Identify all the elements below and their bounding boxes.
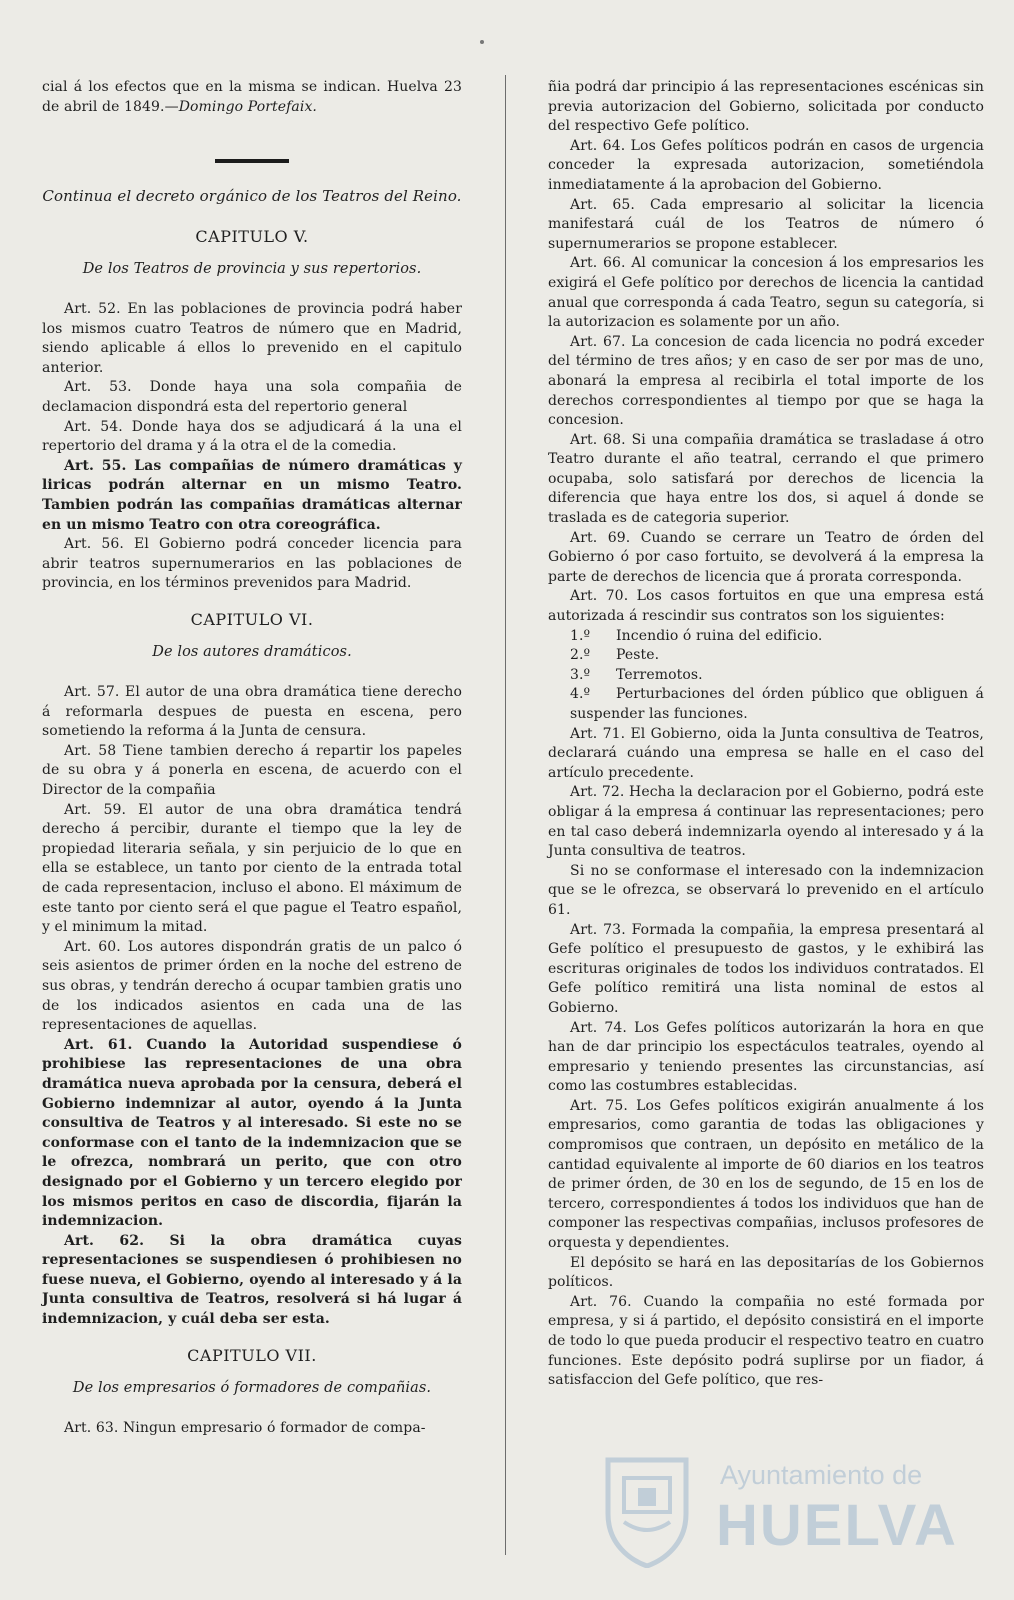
archive-watermark: [602, 1452, 962, 1572]
article-67: Art. 67. La concesion de cada licencia no podrá exceder del término de tres años; y en caso de ser por mas de uno, abonará la empresa al recibirla el total importe de los derechos correspondientes al tiempo por que se haga la concesion.: [548, 333, 984, 429]
intro-signature: Domingo Portefaix.: [178, 98, 317, 115]
article-60: Art. 60. Los autores dispondrán gratis de un palco ó seis asientos de primer órden en la noche del estreno de sus obras, y tendrán derecho á ocupar tambien gratis uno de los indicados asientos en cada una de las representaciones de aquellas.: [42, 938, 462, 1034]
article-64: Art. 64. Los Gefes políticos podrán en casos de urgencia conceder la expresada autorizacion, sometiéndola inmediatamente á la aprobacion del Gobierno.: [548, 137, 984, 193]
chapter-7-title: CAPITULO VII.: [187, 1345, 317, 1365]
chapter-5-subtitle: De los Teatros de provincia y sus repertorios.: [82, 261, 422, 278]
article-68: Art. 68. Si una compañia dramática se trasladase á otro Teatro durante el año teatral, cerrando el que primero ocupaba, solo satisfará por derechos de licencia la diferencia que haya entre los dos, si aquel á donde se traslada es de categoria superior.: [548, 431, 984, 527]
article-58: Art. 58 Tiene tambien derecho á repartir los papeles de su obra y á ponerla en escena, de acuerdo con el Director de la compañia: [42, 742, 462, 799]
article-72-continued: Si no se conformase el interesado con la indemnizacion que se le ofrezca, se observará lo prevenido en el artículo 61.: [548, 862, 984, 918]
article-75: Art. 75. Los Gefes políticos exigirán anualmente á los empresarios, como garantia de todas las obligaciones y compromisos que contraen, un depósito en metálico de la cantidad equivalente al importe de 60 diarios en los teatros de primer órden, de 30 en los de segundo, de 15 en los de tercero, correspondientes á todos los individuos que han de componer las respectivas compañias, inclusos profesores de orquesta y dependientes.: [548, 1097, 984, 1252]
list-item-number: 1.º: [570, 627, 591, 644]
list-item: [548, 685, 984, 724]
chapter-6-title: CAPITULO VI.: [190, 609, 314, 629]
article-72: Art. 72. Hecha la declaracion por el Gobierno, podrá este obligar á la empresa á continuar las representaciones; pero en tal caso deberá indemnizarla oyendo al interesado y á la Junta consultiva de teatros.: [548, 784, 984, 860]
article-71: Art. 71. El Gobierno, oida la Junta consultiva de Teatros, declarará cuándo una empresa se halle en el caso del artículo precedente.: [548, 725, 984, 781]
intro-paragraph: [42, 78, 462, 117]
list-item-text: Incendio ó ruina del edificio.: [616, 627, 823, 644]
continua-heading: Continua el decreto orgánico de los Teatros del Reino.: [42, 187, 462, 206]
article-66: Art. 66. Al comunicar la concesion á los empresarios les exigirá el Gefe político por derechos de licencia la cantidad anual que corresponda á cada Teatro, segun su categoría, si la autorizacion es solamente por un año.: [548, 255, 984, 331]
article-74: Art. 74. Los Gefes políticos autorizarán la hora en que han de dar principio los espectáculos teatrales, oyendo al empresario y teniendo presentes las circunstancias, así como las costumbres establecidas.: [548, 1019, 984, 1095]
article-75-continued: El depósito se hará en las depositarías de los Gobiernos políticos.: [548, 1254, 984, 1291]
watermark-line-2: HUELVA: [716, 1493, 958, 1558]
list-item: [548, 646, 984, 666]
list-item-number: 2.º: [570, 647, 591, 664]
list-item: [548, 627, 984, 647]
list-item-text: Peste.: [616, 647, 660, 664]
article-69: Art. 69. Cuando se cerrare un Teatro de órden del Gobierno ó por caso fortuito, se devolverá á la empresa la parte de derechos de licencia que á prorata corresponda.: [548, 529, 984, 585]
watermark-line-1: Ayuntamiento de: [720, 1460, 923, 1490]
chapter-6-subtitle: De los autores dramáticos.: [152, 644, 352, 661]
chapter-7-subtitle: De los empresarios ó formadores de compañias.: [72, 1380, 432, 1397]
intro-text: cial á los efectos que en la misma se indican. Huelva 23 de abril de 1849.—: [42, 79, 462, 115]
list-item-text: Terremotos.: [616, 666, 703, 683]
city-shield-icon: [602, 1452, 692, 1568]
article-59: Art. 59. El autor de una obra dramática tendrá derecho á percibir, durante el tiempo que la ley de propiedad literaria señala, y sin perjuicio de lo que en ella se establece, un tanto por ciento de la entrada total de cada representacion, incluso el abono. El máximum de este tanto por ciento será el que pague el Teatro español, y el minimum la mitad.: [42, 801, 462, 936]
print-speck: [480, 40, 484, 44]
article-53: Art. 53. Donde haya una sola compañia de declamacion dispondrá esta del repertorio general: [42, 379, 462, 415]
article-62: Art. 62. Si la obra dramática cuyas representaciones se suspendiesen ó prohibiesen no fuese nueva, el Gobierno, oyendo al interesado y á la Junta consultiva de Teatros, resolverá si há lugar á indemnizacion, y cuál deba ser esta.: [42, 1232, 462, 1328]
article-73: Art. 73. Formada la compañia, la empresa presentará al Gefe político el presupuesto de gastos, y le exhibirá las escrituras originales de todos los individuos contratados. El Gefe político remitirá una lista nominal de estos al Gobierno.: [548, 921, 984, 1016]
chapter-5-title: CAPITULO V.: [195, 226, 309, 246]
article-63-end: ñia podrá dar principio á las representaciones escénicas sin previa autorizacion del Gobierno, solicitada por conducto del respectivo Gefe político.: [548, 79, 984, 135]
article-76: Art. 76. Cuando la compañia no esté formada por empresa, y si á partido, el depósito consistirá en el importe de todo lo que pueda producir el respectivo teatro en cuatro funciones. Este depósito podrá suplirse por un fiador, á satisfaccion del Gefe político, que res-: [548, 1293, 984, 1389]
article-65: Art. 65. Cada empresario al solicitar la licencia manifestará cuál de los Teatros de número ó supernumerarios se propone establecer.: [548, 196, 984, 252]
list-item-text: Perturbaciones del órden público que obliguen á suspender las funciones.: [570, 686, 984, 722]
section-rule: [215, 159, 289, 163]
article-61: Art. 61. Cuando la Autoridad suspendiese ó prohibiese las representaciones de una obra dramática nueva aprobada por la censura, deberá el Gobierno indemnizar al autor, oyendo á la Junta consultiva de Teatros y al interesado. Si este no se conformase con el tanto de la indemnizacion que se le ofrezca, nombrará un perito, que con otro designado por el Gobierno y un tercero elegido por los mismos peritos en caso de discordia, fijarán la indemnizacion.: [42, 1036, 462, 1230]
list-item: [548, 666, 984, 686]
article-63-start: Art. 63. Ningun empresario ó formador de compa-: [64, 1419, 426, 1436]
list-item-number: 3.º: [570, 666, 591, 683]
list-item-number: 4.º: [570, 686, 591, 703]
article-55: Art. 55. Las compañias de número dramáticas y liricas podrán alternar en un mismo Teatro. Tambien podrán las compañias dramáticas alternar en un mismo Teatro con otra coreográfica.: [42, 457, 462, 533]
article-70: Art. 70. Los casos fortuitos en que una empresa está autorizada á rescindir sus contratos son los siguientes:: [548, 588, 984, 625]
article-54: Art. 54. Donde haya dos se adjudicará á la una el repertorio del drama y á la otra el de la comedia.: [42, 418, 462, 455]
article-56: Art. 56. El Gobierno podrá conceder licencia para abrir teatros supernumerarios en las poblaciones de provincia, en los términos prevenidos para Madrid.: [42, 536, 462, 592]
right-column: [548, 78, 984, 1391]
left-column: [42, 78, 462, 1438]
article-57: Art. 57. El autor de una obra dramática tiene derecho á reformarla despues de puesta en escena, pero sometiendo la reforma á la Junta de censura.: [42, 684, 462, 740]
article-52: Art. 52. En las poblaciones de provincia podrá haber los mismos cuatro Teatros de número que en Madrid, siendo aplicable á ellos lo prevenido en el capitulo anterior.: [42, 300, 462, 376]
column-divider: [505, 75, 506, 1555]
